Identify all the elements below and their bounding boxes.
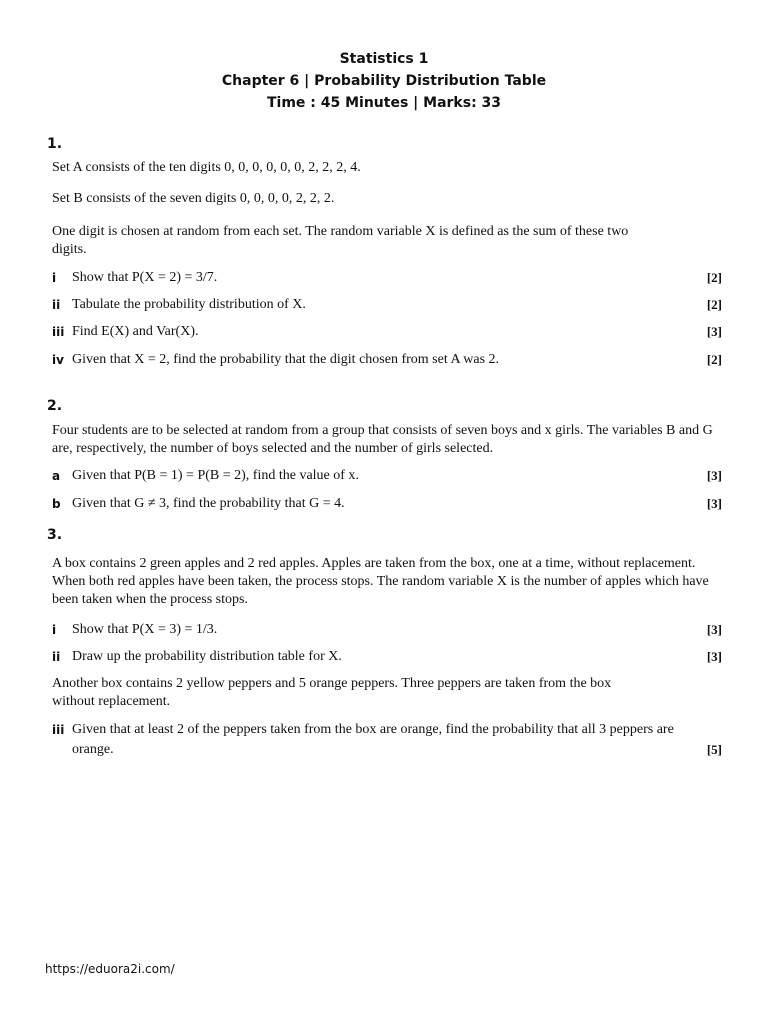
question-3-second-box: Another box contains 2 yellow peppers and 5 orange peppers. Three peppers are taken from the box without replacement. (52, 676, 612, 709)
question-1-part-ii (52, 295, 722, 315)
chapter-title: Chapter 6 | Probability Distribution Table (221, 73, 547, 89)
part-label: ii (52, 650, 61, 664)
part-label: iv (52, 353, 64, 367)
part-label: a (52, 469, 61, 483)
footer-url: https://eduora2i.com/ (45, 962, 175, 976)
part-text: Given that P(B = 1) = P(B = 2), find the value of x. (72, 468, 359, 483)
part-marks: [3] (706, 649, 722, 664)
part-text: Given that at least 2 of the peppers taken from the box are orange, find the probability that all 3 peppers are orange. (72, 722, 674, 757)
part-text: Given that X = 2, find the probability that the digit chosen from set A was 2. (72, 352, 500, 367)
part-marks: [3] (706, 324, 722, 339)
part-label: b (52, 497, 61, 511)
question-2-stem: Four students are to be selected at random from a group that consists of seven boys and x girls. The variables B and G are, respectively, the number of boys selected and the number of girls selected. (52, 423, 713, 456)
part-marks: [2] (706, 352, 722, 367)
part-marks: [5] (706, 742, 722, 757)
question-1-part-iii (52, 322, 722, 342)
part-text: Show that P(X = 3) = 1/3. (72, 622, 218, 637)
part-text: Given that G ≠ 3, find the probability that G = 4. (72, 496, 345, 511)
question-1-set-a: Set A consists of the ten digits 0, 0, 0, 0, 0, 0, 2, 2, 2, 4. (52, 160, 361, 175)
question-3-number: 3. (47, 527, 63, 543)
question-2-number: 2. (47, 398, 63, 414)
part-marks: [2] (706, 297, 722, 312)
question-1-set-b: Set B consists of the seven digits 0, 0, 0, 0, 2, 2, 2. (52, 191, 335, 206)
question-3-part-i (52, 620, 722, 640)
part-text: Show that P(X = 2) = 3/7. (72, 270, 218, 285)
part-label: ii (52, 298, 61, 312)
part-text: Draw up the probability distribution table for X. (72, 649, 342, 664)
part-marks: [3] (706, 468, 722, 483)
part-label: iii (52, 723, 65, 737)
page-title: Statistics 1 (339, 51, 429, 67)
time-marks: Time : 45 Minutes | Marks: 33 (266, 95, 502, 111)
question-2-part-a (52, 466, 722, 486)
question-3-part-ii (52, 647, 722, 667)
part-text: Find E(X) and Var(X). (72, 324, 199, 339)
part-marks: [3] (706, 622, 722, 637)
question-3-part-iii (52, 720, 722, 760)
question-1-number: 1. (47, 136, 63, 152)
page-header (0, 48, 768, 114)
part-marks: [3] (706, 496, 722, 511)
question-1-part-i (52, 268, 722, 288)
question-3-stem: A box contains 2 green apples and 2 red apples. Apples are taken from the box, one at a time, without replacement. When both red apples have been taken, the process stops. The random variable X is the number of apples which have been taken when the process stops. (52, 556, 709, 607)
question-1-part-iv (52, 350, 722, 370)
part-label: i (52, 271, 57, 285)
question-2-part-b (52, 494, 722, 514)
part-text: Tabulate the probability distribution of X. (72, 297, 306, 312)
part-label: iii (52, 325, 65, 339)
part-marks: [2] (706, 270, 722, 285)
part-label: i (52, 623, 57, 637)
question-1-stem: One digit is chosen at random from each set. The random variable X is defined as the sum of these two digits. (52, 224, 629, 257)
